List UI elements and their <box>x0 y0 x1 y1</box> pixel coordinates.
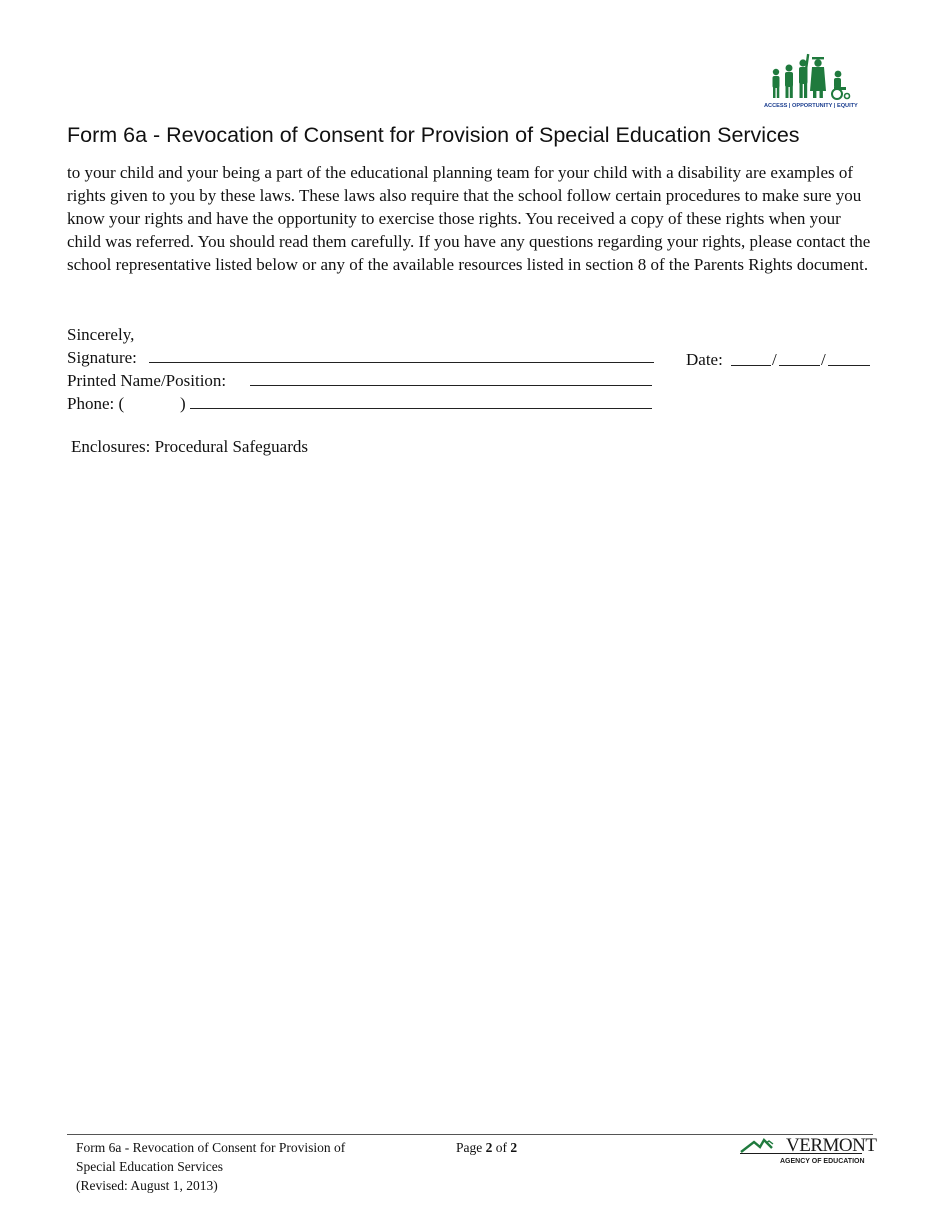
people-figures-icon <box>762 52 872 110</box>
footer-revised-date: (Revised: August 1, 2013) <box>76 1178 218 1193</box>
footer-form-name-line2: Special Education Services <box>76 1159 223 1174</box>
printed-name-field[interactable] <box>250 385 652 386</box>
svg-text:VERMONT: VERMONT <box>786 1135 877 1156</box>
page-number <box>456 1138 517 1157</box>
phone-paren: ) <box>180 394 186 413</box>
footer-form-info <box>76 1138 345 1195</box>
vermont-mountain-icon <box>740 1135 877 1169</box>
form-title: Form 6a - Revocation of Consent for Provision of Special Education Services <box>67 123 800 147</box>
svg-text:ACCESS | OPPORTUNITY | EQUITY: ACCESS | OPPORTUNITY | EQUITY <box>764 103 858 109</box>
rights-paragraph: to your child and your being a part of the educational planning team for your child with a disability are examples of rights given to you by these laws. These laws also require that the school follow certain procedures to make sure you know your rights and have the opportunity to exercise those rights. You received a copy of these rights when your child was referred. You should read them carefully. If you have any questions regarding your rights, please contact the school representative listed below or any of the available resources listed in section 8 of the Parents Rights document. <box>67 163 871 274</box>
phone-number-field[interactable] <box>190 408 652 409</box>
date-separator: / <box>772 350 777 369</box>
svg-text:AGENCY OF EDUCATION: AGENCY OF EDUCATION <box>780 1158 865 1165</box>
signature-label: Signature: <box>67 348 137 367</box>
phone-area-code-field[interactable] <box>134 408 178 409</box>
date-month-field[interactable] <box>731 365 771 366</box>
phone-label: Phone: ( <box>67 394 125 413</box>
date-separator: / <box>821 350 826 369</box>
page-prefix: Page <box>456 1140 483 1155</box>
vermont-aoe-logo <box>740 1135 877 1169</box>
page-of: of <box>495 1140 507 1155</box>
closing-text: Sincerely, <box>67 325 135 344</box>
agency-logo <box>762 52 872 110</box>
signature-field[interactable] <box>149 362 654 363</box>
enclosures-text: Enclosures: Procedural Safeguards <box>71 437 308 456</box>
date-label: Date: <box>686 350 723 369</box>
date-day-field[interactable] <box>779 365 820 366</box>
date-year-field[interactable] <box>828 365 870 366</box>
page-total: 2 <box>510 1140 518 1155</box>
page-current: 2 <box>485 1140 493 1155</box>
footer-form-name-line1: Form 6a - Revocation of Consent for Provision of <box>76 1140 346 1155</box>
printed-name-label: Printed Name/Position: <box>67 371 227 390</box>
